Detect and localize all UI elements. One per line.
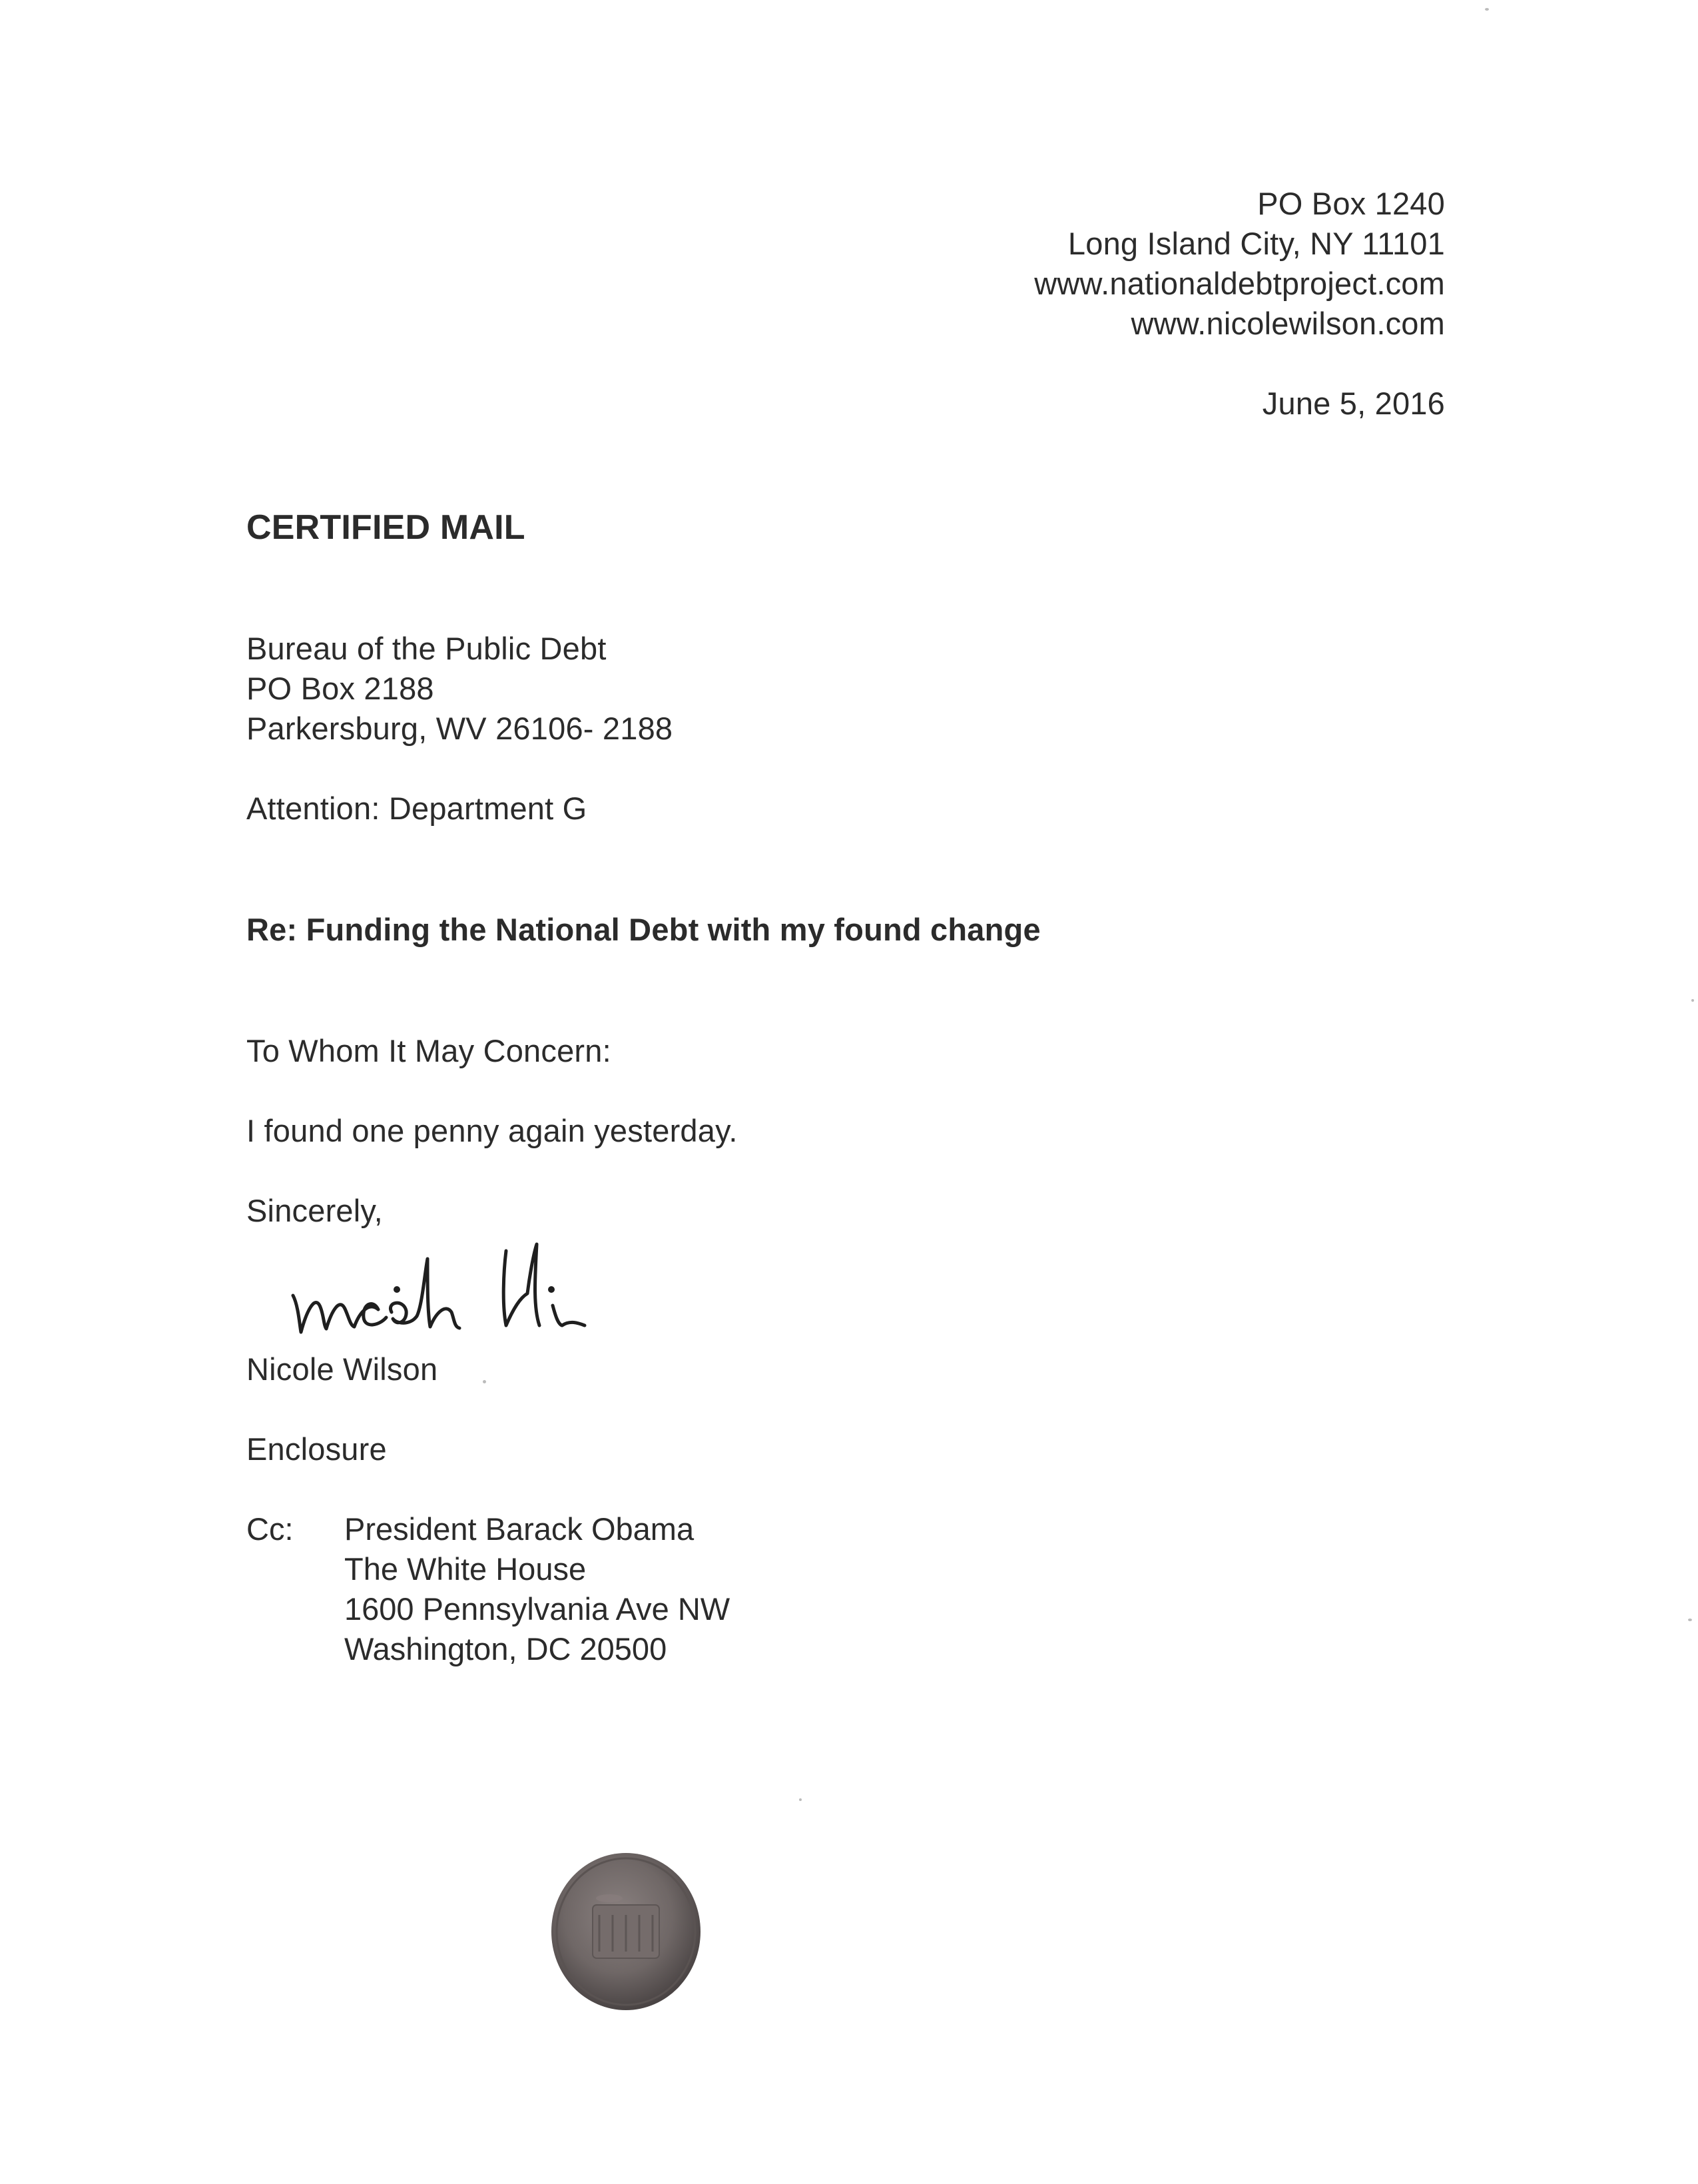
sender-address-line2: Long Island City, NY 11101: [1067, 226, 1445, 261]
recipient-address-line1: PO Box 2188: [246, 671, 434, 706]
sender-address-line1: PO Box 1240: [1257, 186, 1445, 221]
sender-website-2[interactable]: www.nicolewilson.com: [1131, 306, 1445, 341]
attention-line: Attention: Department G: [246, 791, 587, 826]
cc-address-line3: Washington, DC 20500: [344, 1631, 667, 1666]
cc-label: Cc:: [246, 1511, 294, 1547]
sender-website-1[interactable]: www.nationaldebtproject.com: [1034, 266, 1445, 301]
scan-speck: [1691, 999, 1694, 1002]
letter-date: June 5, 2016: [1262, 386, 1445, 421]
closing: Sincerely,: [246, 1193, 383, 1228]
cc-address-line2: 1600 Pennsylvania Ave NW: [344, 1591, 730, 1627]
salutation: To Whom It May Concern:: [246, 1033, 611, 1068]
scan-speck: [1688, 1619, 1692, 1621]
signature-icon: [280, 1232, 653, 1345]
certified-mail-heading: CERTIFIED MAIL: [246, 508, 525, 547]
recipient-name: Bureau of the Public Debt: [246, 631, 607, 666]
scan-speck: [1485, 8, 1489, 11]
recipient-address-line2: Parkersburg, WV 26106- 2188: [246, 711, 673, 746]
cc-name: President Barack Obama: [344, 1511, 695, 1547]
scan-speck: [483, 1380, 486, 1383]
scan-speck: [799, 1798, 802, 1801]
signature-name: Nicole Wilson: [246, 1351, 438, 1387]
subject-line: Re: Funding the National Debt with my found change: [246, 912, 1041, 947]
penny-icon: [546, 1852, 706, 2011]
body-text: I found one penny again yesterday.: [246, 1113, 738, 1148]
enclosure-label: Enclosure: [246, 1431, 387, 1467]
cc-address-line1: The White House: [344, 1551, 587, 1587]
